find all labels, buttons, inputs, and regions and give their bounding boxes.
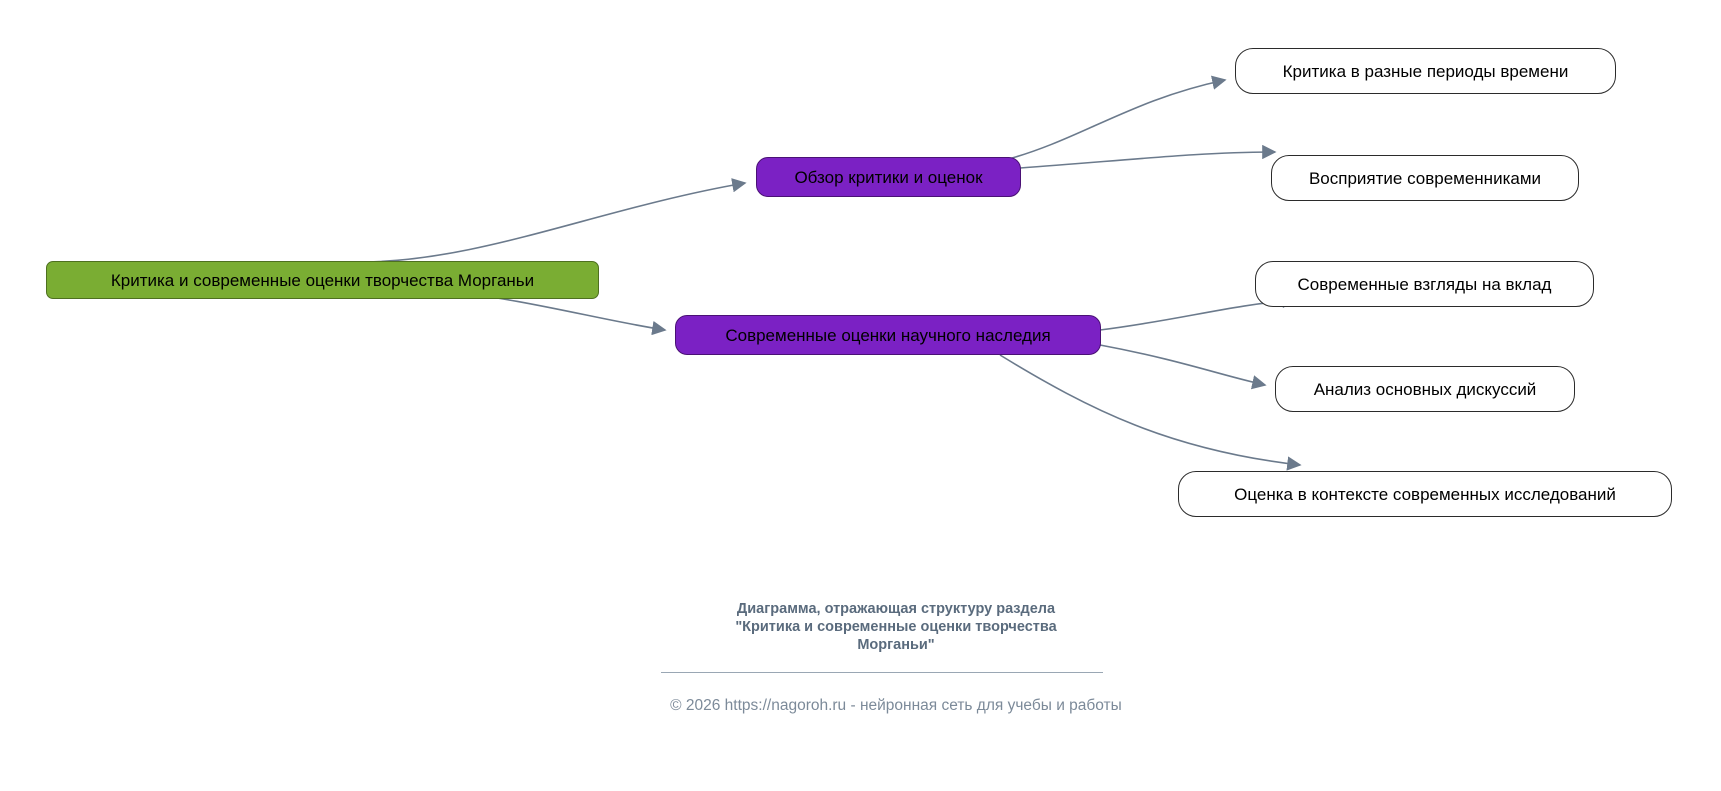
node-root[interactable] — [46, 261, 599, 299]
footer-credit — [456, 697, 1336, 715]
node-leaf-contemporary-perception[interactable] — [1271, 155, 1579, 201]
node-branch-modern-assessment[interactable] — [675, 315, 1101, 355]
diagram-caption — [556, 600, 1236, 654]
node-leaf-criticism-periods-label: Критика в разные периоды времени — [1282, 61, 1569, 81]
edge-branch1-to-leaf-1 — [1005, 80, 1225, 160]
caption-line-2: "Критика и современные оценки творчества — [735, 619, 1057, 636]
node-leaf-discussion-analysis[interactable] — [1275, 366, 1575, 412]
caption-line-3: Морганьи" — [857, 637, 935, 654]
node-leaf-criticism-periods[interactable] — [1235, 48, 1616, 94]
caption-divider — [661, 672, 1103, 673]
node-leaf-modern-research-context-label: Оценка в контексте современных исследований — [1234, 484, 1616, 504]
edge-branch1-to-leaf-2 — [1020, 152, 1275, 168]
node-root-label: Критика и современные оценки творчества Морганьи — [110, 270, 535, 290]
caption-line-1: Диаграмма, отражающая структуру раздела — [736, 601, 1056, 617]
node-leaf-modern-research-context[interactable] — [1178, 471, 1672, 517]
footer-credit-text: © 2026 https://nagoroh.ru - нейронная сеть для учебы и работы — [670, 697, 1122, 714]
edge-branch2-to-leaf-4 — [1100, 345, 1265, 385]
node-leaf-modern-views-label: Современные взгляды на вклад — [1297, 274, 1552, 294]
node-leaf-contemporary-perception-label: Восприятие современниками — [1308, 168, 1542, 188]
node-branch-overview[interactable] — [756, 157, 1021, 197]
node-branch-modern-assessment-label: Современные оценки научного наследия — [725, 325, 1051, 345]
node-branch-overview-label: Обзор критики и оценок — [794, 167, 983, 187]
edge-branch2-to-leaf-5 — [1000, 355, 1300, 465]
node-leaf-discussion-analysis-label: Анализ основных дискуссий — [1313, 379, 1537, 399]
node-leaf-modern-views[interactable] — [1255, 261, 1594, 307]
edge-root-to-branch-1 — [360, 183, 745, 262]
